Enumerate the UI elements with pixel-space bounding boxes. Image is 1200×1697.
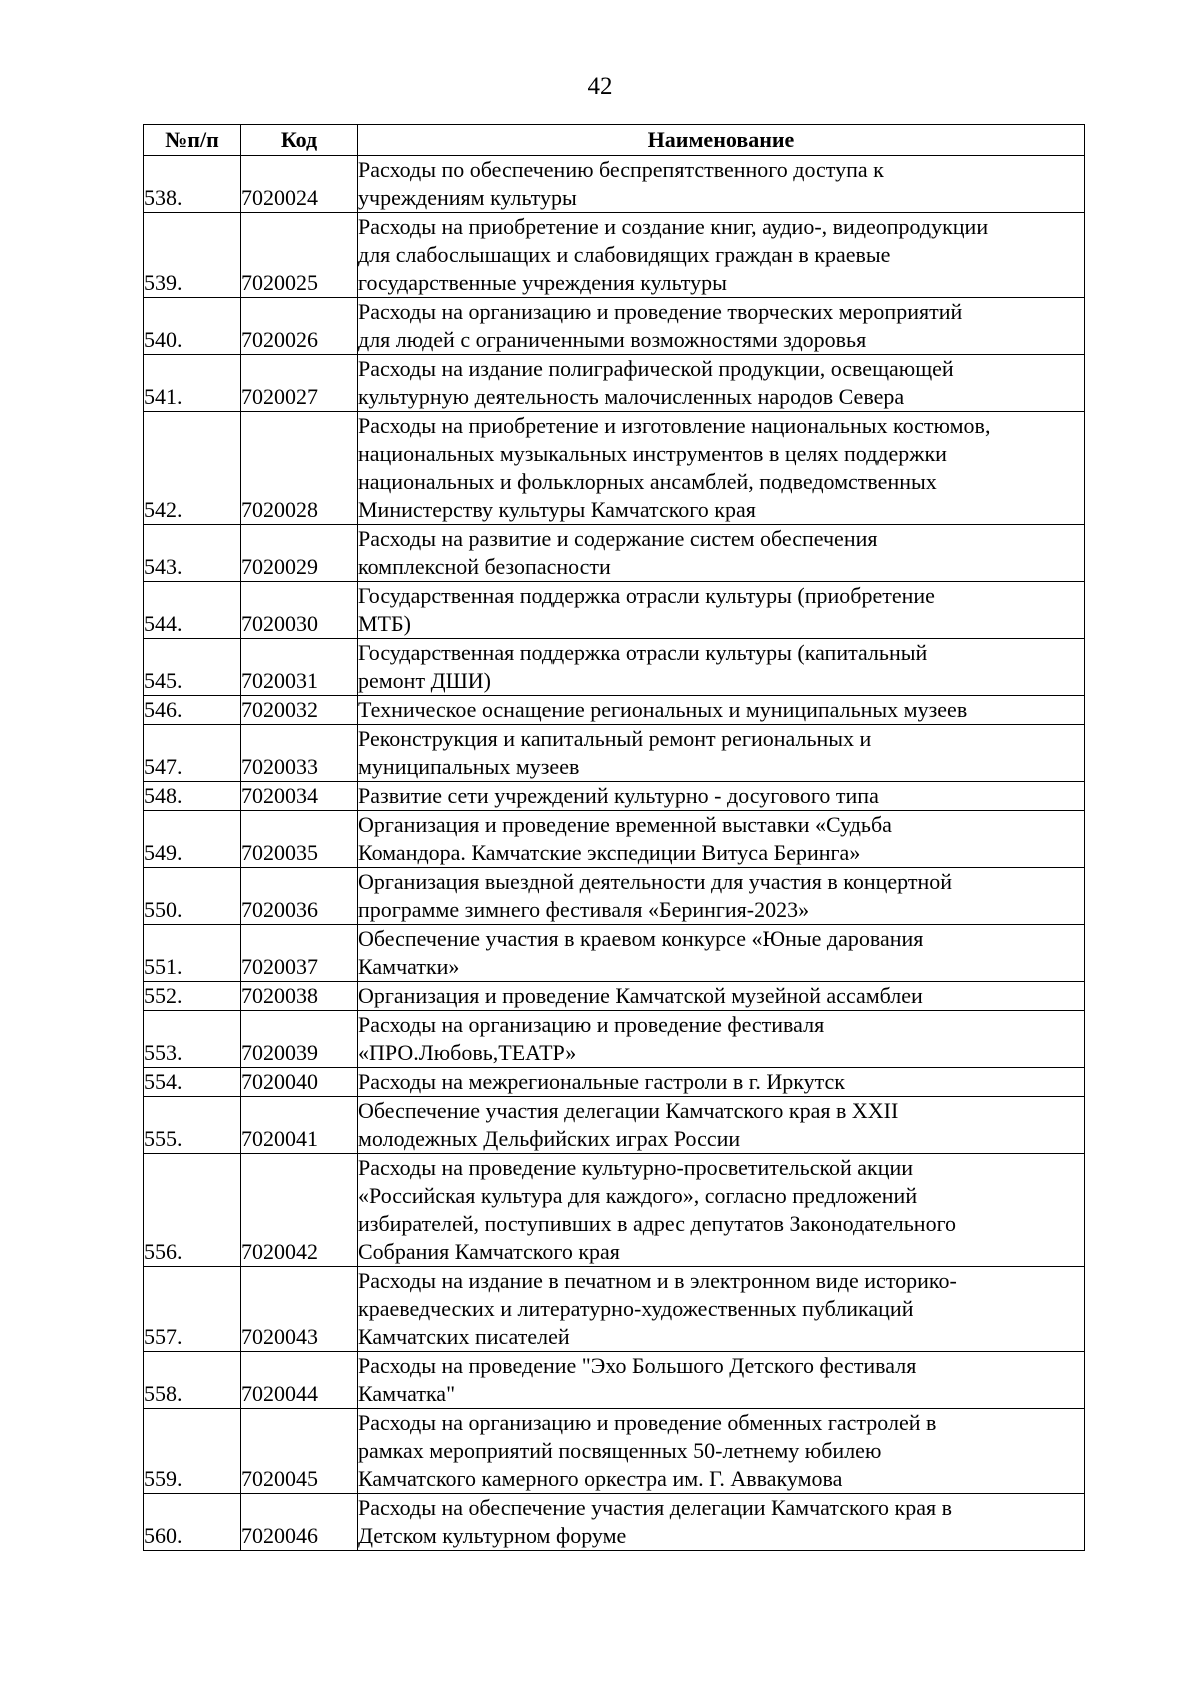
row-code: 7020034 — [241, 782, 358, 811]
row-name-line: Расходы на приобретение и создание книг, аудио-, видеопродукции — [358, 214, 989, 239]
row-name-line: Расходы на приобретение и изготовление национальных костюмов, — [358, 413, 991, 438]
row-number: 540. — [144, 298, 241, 355]
row-code: 7020040 — [241, 1068, 358, 1097]
row-name — [358, 412, 1085, 525]
row-code: 7020042 — [241, 1154, 358, 1267]
row-name-line: национальных и фольклорных ансамблей, подведомственных — [358, 469, 937, 494]
table-row — [144, 639, 1085, 696]
row-number: 541. — [144, 355, 241, 412]
table-row — [144, 1267, 1085, 1352]
row-name-line: «ПРО.Любовь,ТЕАТР» — [358, 1040, 577, 1065]
row-code: 7020035 — [241, 811, 358, 868]
row-name-line: Камчатского камерного оркестра им. Г. Аввакумова — [358, 1466, 843, 1491]
row-name-line: Организация выездной деятельности для участия в концертной — [358, 869, 953, 894]
row-name — [358, 868, 1085, 925]
row-name-line: для людей с ограниченными возможностями здоровья — [358, 327, 867, 352]
row-name-line: комплексной безопасности — [358, 554, 611, 579]
row-name — [358, 1011, 1085, 1068]
row-name-line: программе зимнего фестиваля «Берингия-2023» — [358, 897, 810, 922]
table-row — [144, 696, 1085, 725]
row-number: 556. — [144, 1154, 241, 1267]
row-name-line: Детском культурном форуме — [358, 1523, 627, 1548]
row-name-line: краеведческих и литературно-художественных публикаций — [358, 1296, 914, 1321]
row-number: 552. — [144, 982, 241, 1011]
row-name-line: учреждениям культуры — [358, 185, 577, 210]
row-name-line: Расходы на межрегиональные гастроли в г. Иркутск — [358, 1069, 845, 1094]
table-row — [144, 1409, 1085, 1494]
table-row — [144, 1494, 1085, 1551]
table-row — [144, 525, 1085, 582]
row-name-line: Организация и проведение временной выставки «Судьба — [358, 812, 892, 837]
row-name-line: культурную деятельность малочисленных народов Севера — [358, 384, 905, 409]
table-row — [144, 1097, 1085, 1154]
table-row — [144, 725, 1085, 782]
table-row — [144, 582, 1085, 639]
row-name — [358, 782, 1085, 811]
header-name: Наименование — [358, 125, 1085, 156]
row-name-line: Камчатских писателей — [358, 1324, 570, 1349]
row-number: 545. — [144, 639, 241, 696]
row-number: 553. — [144, 1011, 241, 1068]
row-number: 550. — [144, 868, 241, 925]
page-number: 42 — [587, 73, 613, 100]
row-number: 544. — [144, 582, 241, 639]
table-row — [144, 782, 1085, 811]
row-name-line: Камчатка" — [358, 1381, 456, 1406]
row-name-line: Развитие сети учреждений культурно - досугового типа — [358, 783, 879, 808]
row-name-line: Собрания Камчатского края — [358, 1239, 620, 1264]
row-name-line: Государственная поддержка отрасли культуры (капитальный — [358, 640, 928, 665]
row-name — [358, 298, 1085, 355]
row-name — [358, 811, 1085, 868]
row-name-line: Обеспечение участия делегации Камчатского края в XXII — [358, 1098, 899, 1123]
row-code: 7020043 — [241, 1267, 358, 1352]
row-code: 7020028 — [241, 412, 358, 525]
row-number: 560. — [144, 1494, 241, 1551]
row-code: 7020044 — [241, 1352, 358, 1409]
row-name-line: Министерству культуры Камчатского края — [358, 497, 756, 522]
row-number: 542. — [144, 412, 241, 525]
row-name-line: рамках мероприятий посвященных 50-летнему юбилею — [358, 1438, 882, 1463]
row-number: 555. — [144, 1097, 241, 1154]
row-name-line: избирателей, поступивших в адрес депутатов Законодательного — [358, 1211, 957, 1236]
row-name-line: ремонт ДШИ) — [358, 668, 491, 693]
row-name — [358, 1409, 1085, 1494]
row-name-line: Организация и проведение Камчатской музейной ассамблеи — [358, 983, 923, 1008]
row-number: 551. — [144, 925, 241, 982]
row-number: 547. — [144, 725, 241, 782]
row-code: 7020027 — [241, 355, 358, 412]
row-name-line: Расходы на организацию и проведение фестиваля — [358, 1012, 825, 1037]
row-name-line: Расходы на обеспечение участия делегации Камчатского края в — [358, 1495, 953, 1520]
row-name-line: Расходы по обеспечению беспрепятственного доступа к — [358, 157, 884, 182]
row-name — [358, 213, 1085, 298]
row-name — [358, 1068, 1085, 1097]
table-row — [144, 355, 1085, 412]
row-name-line: Расходы на организацию и проведение творческих мероприятий — [358, 299, 963, 324]
row-name-line: Государственная поддержка отрасли культуры (приобретение — [358, 583, 935, 608]
row-name — [358, 1154, 1085, 1267]
row-name-line: Расходы на организацию и проведение обменных гастролей в — [358, 1410, 937, 1435]
row-name — [358, 639, 1085, 696]
row-number: 546. — [144, 696, 241, 725]
row-code: 7020037 — [241, 925, 358, 982]
row-code: 7020030 — [241, 582, 358, 639]
row-number: 539. — [144, 213, 241, 298]
row-name-line: «Российская культура для каждого», согласно предложений — [358, 1183, 918, 1208]
row-code: 7020026 — [241, 298, 358, 355]
row-code: 7020029 — [241, 525, 358, 582]
row-name-line: МТБ) — [358, 611, 411, 636]
row-name — [358, 725, 1085, 782]
header-row — [144, 125, 1085, 156]
row-name-line: Командора. Камчатские экспедиции Витуса Беринга» — [358, 840, 861, 865]
row-name — [358, 355, 1085, 412]
table-row — [144, 298, 1085, 355]
row-code: 7020046 — [241, 1494, 358, 1551]
table-row — [144, 1011, 1085, 1068]
row-name — [358, 1352, 1085, 1409]
row-name-line: Расходы на проведение культурно-просветительской акции — [358, 1155, 914, 1180]
table-row — [144, 1154, 1085, 1267]
table-row — [144, 213, 1085, 298]
table-row — [144, 1352, 1085, 1409]
table-row — [144, 982, 1085, 1011]
header-num: №п/п — [144, 125, 241, 156]
row-code: 7020025 — [241, 213, 358, 298]
row-code: 7020033 — [241, 725, 358, 782]
row-name-line: муниципальных музеев — [358, 754, 580, 779]
row-number: 558. — [144, 1352, 241, 1409]
row-name — [358, 582, 1085, 639]
row-name — [358, 696, 1085, 725]
table-body — [144, 156, 1085, 1551]
row-number: 554. — [144, 1068, 241, 1097]
table-row — [144, 1068, 1085, 1097]
row-code: 7020031 — [241, 639, 358, 696]
row-name — [358, 525, 1085, 582]
row-name-line: государственные учреждения культуры — [358, 270, 727, 295]
row-name-line: для слабослышащих и слабовидящих граждан в краевые — [358, 242, 891, 267]
row-name-line: Расходы на издание в печатном и в электронном виде историко- — [358, 1268, 957, 1293]
row-code: 7020032 — [241, 696, 358, 725]
row-name-line: Камчатки» — [358, 954, 460, 979]
table-row — [144, 868, 1085, 925]
row-code: 7020045 — [241, 1409, 358, 1494]
row-name-line: Расходы на издание полиграфической продукции, освещающей — [358, 356, 954, 381]
table-row — [144, 811, 1085, 868]
header-code: Код — [241, 125, 358, 156]
row-name-line: Реконструкция и капитальный ремонт региональных и — [358, 726, 872, 751]
budget-codes-table — [143, 124, 1085, 1551]
row-name — [358, 1267, 1085, 1352]
row-name-line: национальных музыкальных инструментов в целях поддержки — [358, 441, 947, 466]
row-name — [358, 156, 1085, 213]
row-number: 548. — [144, 782, 241, 811]
row-code: 7020039 — [241, 1011, 358, 1068]
row-name — [358, 1494, 1085, 1551]
row-number: 538. — [144, 156, 241, 213]
row-code: 7020038 — [241, 982, 358, 1011]
row-name — [358, 1097, 1085, 1154]
row-code: 7020041 — [241, 1097, 358, 1154]
row-number: 559. — [144, 1409, 241, 1494]
table-row — [144, 412, 1085, 525]
row-name-line: молодежных Дельфийских играх России — [358, 1126, 741, 1151]
row-name-line: Расходы на развитие и содержание систем обеспечения — [358, 526, 878, 551]
row-name — [358, 925, 1085, 982]
row-number: 549. — [144, 811, 241, 868]
row-code: 7020024 — [241, 156, 358, 213]
table-row — [144, 156, 1085, 213]
row-number: 557. — [144, 1267, 241, 1352]
row-name — [358, 982, 1085, 1011]
row-name-line: Расходы на проведение "Эхо Большого Детского фестиваля — [358, 1353, 917, 1378]
row-name-line: Техническое оснащение региональных и муниципальных музеев — [358, 697, 968, 722]
table-header — [144, 125, 1085, 156]
row-number: 543. — [144, 525, 241, 582]
row-name-line: Обеспечение участия в краевом конкурсе «Юные дарования — [358, 926, 924, 951]
row-code: 7020036 — [241, 868, 358, 925]
table-row — [144, 925, 1085, 982]
